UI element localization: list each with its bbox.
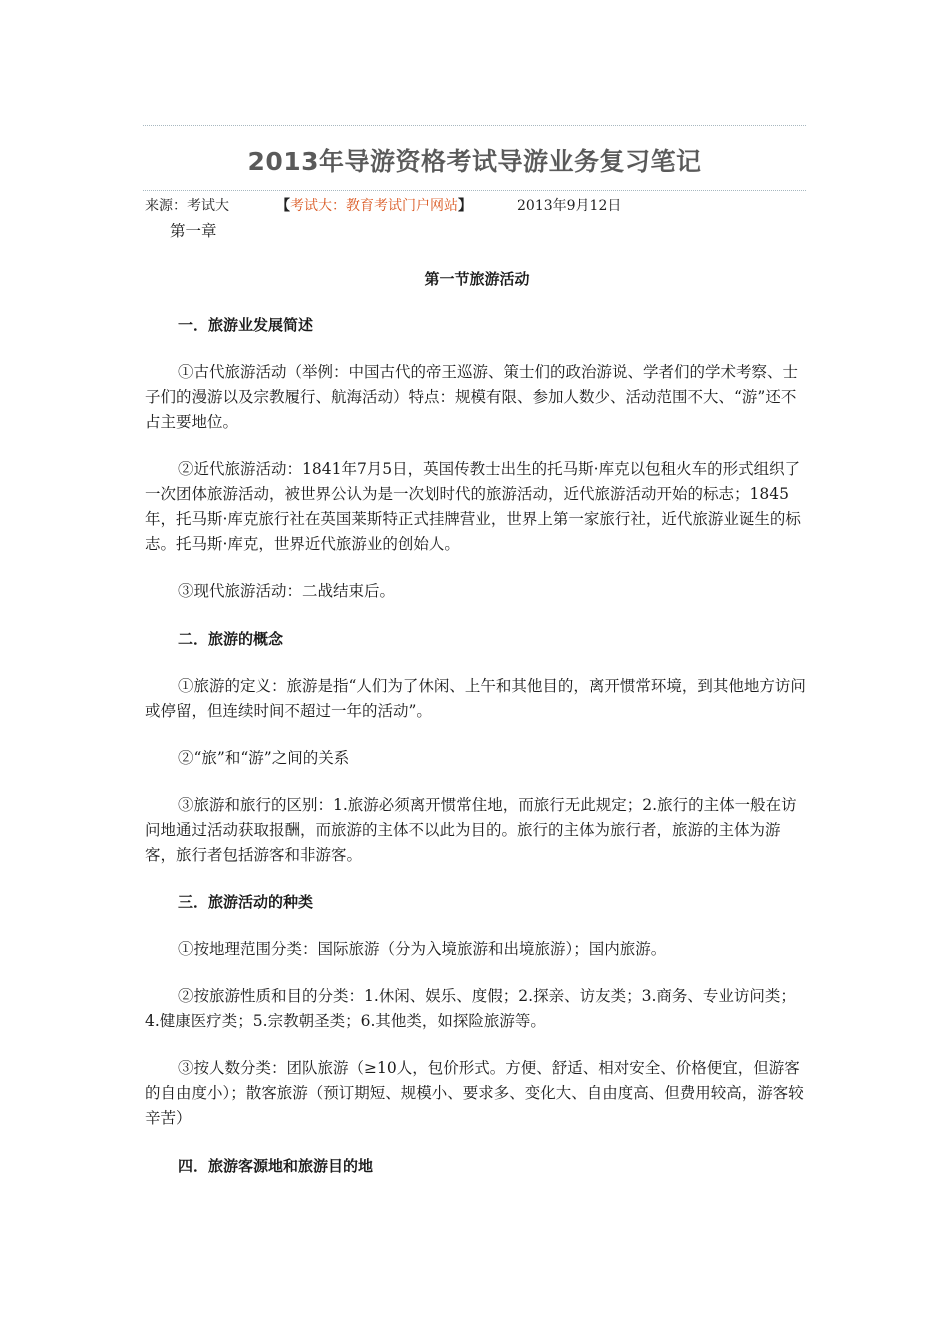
paragraph-difference: ③旅游和旅行的区别：1.旅游必须离开惯常住地，而旅行无此规定；2.旅行的主体一般在访问地通过活动获取报酬，而旅游的主体不以此为目的。旅行的主体为旅行者，旅游的主体为游客，旅行者包括游客和非游客。 — [145, 796, 797, 864]
heading-3: 三．旅游活动的种类 — [178, 893, 314, 911]
paragraph-purpose: ②按旅游性质和目的分类：1.休闲、娱乐、度假；2.探亲、访友类；3.商务、专业访问类；4.健康医疗类；5.宗教朝圣类；6.其他类，如探险旅游等。 — [145, 987, 796, 1030]
paragraph-ancient-travel: ①古代旅游活动（举例：中国古代的帝王巡游、策士们的政治游说、学者们的学术考察、士子们的漫游以及宗教履行、航海活动）特点：规模有限、参加人数少、活动范围不大、“游”还不占主要地位。 — [145, 363, 799, 431]
chapter-label: 第一章 — [170, 222, 217, 240]
title-divider — [143, 190, 806, 191]
top-divider — [143, 125, 806, 126]
paragraph-modern-early-travel: ②近代旅游活动：1841年7月5日，英国传教士出生的托马斯·库克以包租火车的形式组织了一次团体旅游活动，被世界公认为是一次划时代的旅游活动，近代旅游活动开始的标志；1845年，托马斯·库克旅行社在英国莱斯特正式挂牌营业，世界上第一家旅行社，近代旅游业诞生的标志。托马斯·库克，世界近代旅游业的创始人。 — [145, 460, 801, 553]
paragraph-contemporary-travel: ③现代旅游活动：二战结束后。 — [178, 582, 396, 600]
heading-2: 二．旅游的概念 — [178, 630, 284, 648]
source-label: 来源：考试大 — [145, 198, 229, 214]
paragraph-group-size: ③按人数分类：团队旅游（≥10人，包价形式。方便、舒适、相对安全、价格便宜，但游客的自由度小）；散客旅游（预订期短、规模小、要求多、变化大、自由度高、但费用较高，游客较辛苦） — [145, 1059, 804, 1127]
publish-date: 2013年9月12日 — [517, 198, 622, 214]
heading-4: 四．旅游客源地和旅游目的地 — [178, 1157, 374, 1175]
paragraph-relation: ②“旅”和“游”之间的关系 — [178, 749, 350, 767]
paragraph-geographic: ①按地理范围分类：国际旅游（分为入境旅游和出境旅游）；国内旅游。 — [178, 940, 667, 958]
paragraph-definition: ①旅游的定义：旅游是指“人们为了休闲、上午和其他目的，离开惯常环境，到其他地方访问或停留，但连续时间不超过一年的活动”。 — [145, 677, 806, 720]
site-link[interactable]: 考试大：教育考试门户网站 — [290, 198, 458, 214]
page-title: 2013年导游资格考试导游业务复习笔记 — [247, 147, 702, 176]
site-reference — [276, 195, 472, 215]
section-title: 第一节旅游活动 — [424, 270, 530, 288]
heading-1: 一．旅游业发展简述 — [178, 316, 314, 334]
bracket-close: 】 — [458, 198, 472, 214]
bracket-open: 【 — [276, 198, 290, 214]
